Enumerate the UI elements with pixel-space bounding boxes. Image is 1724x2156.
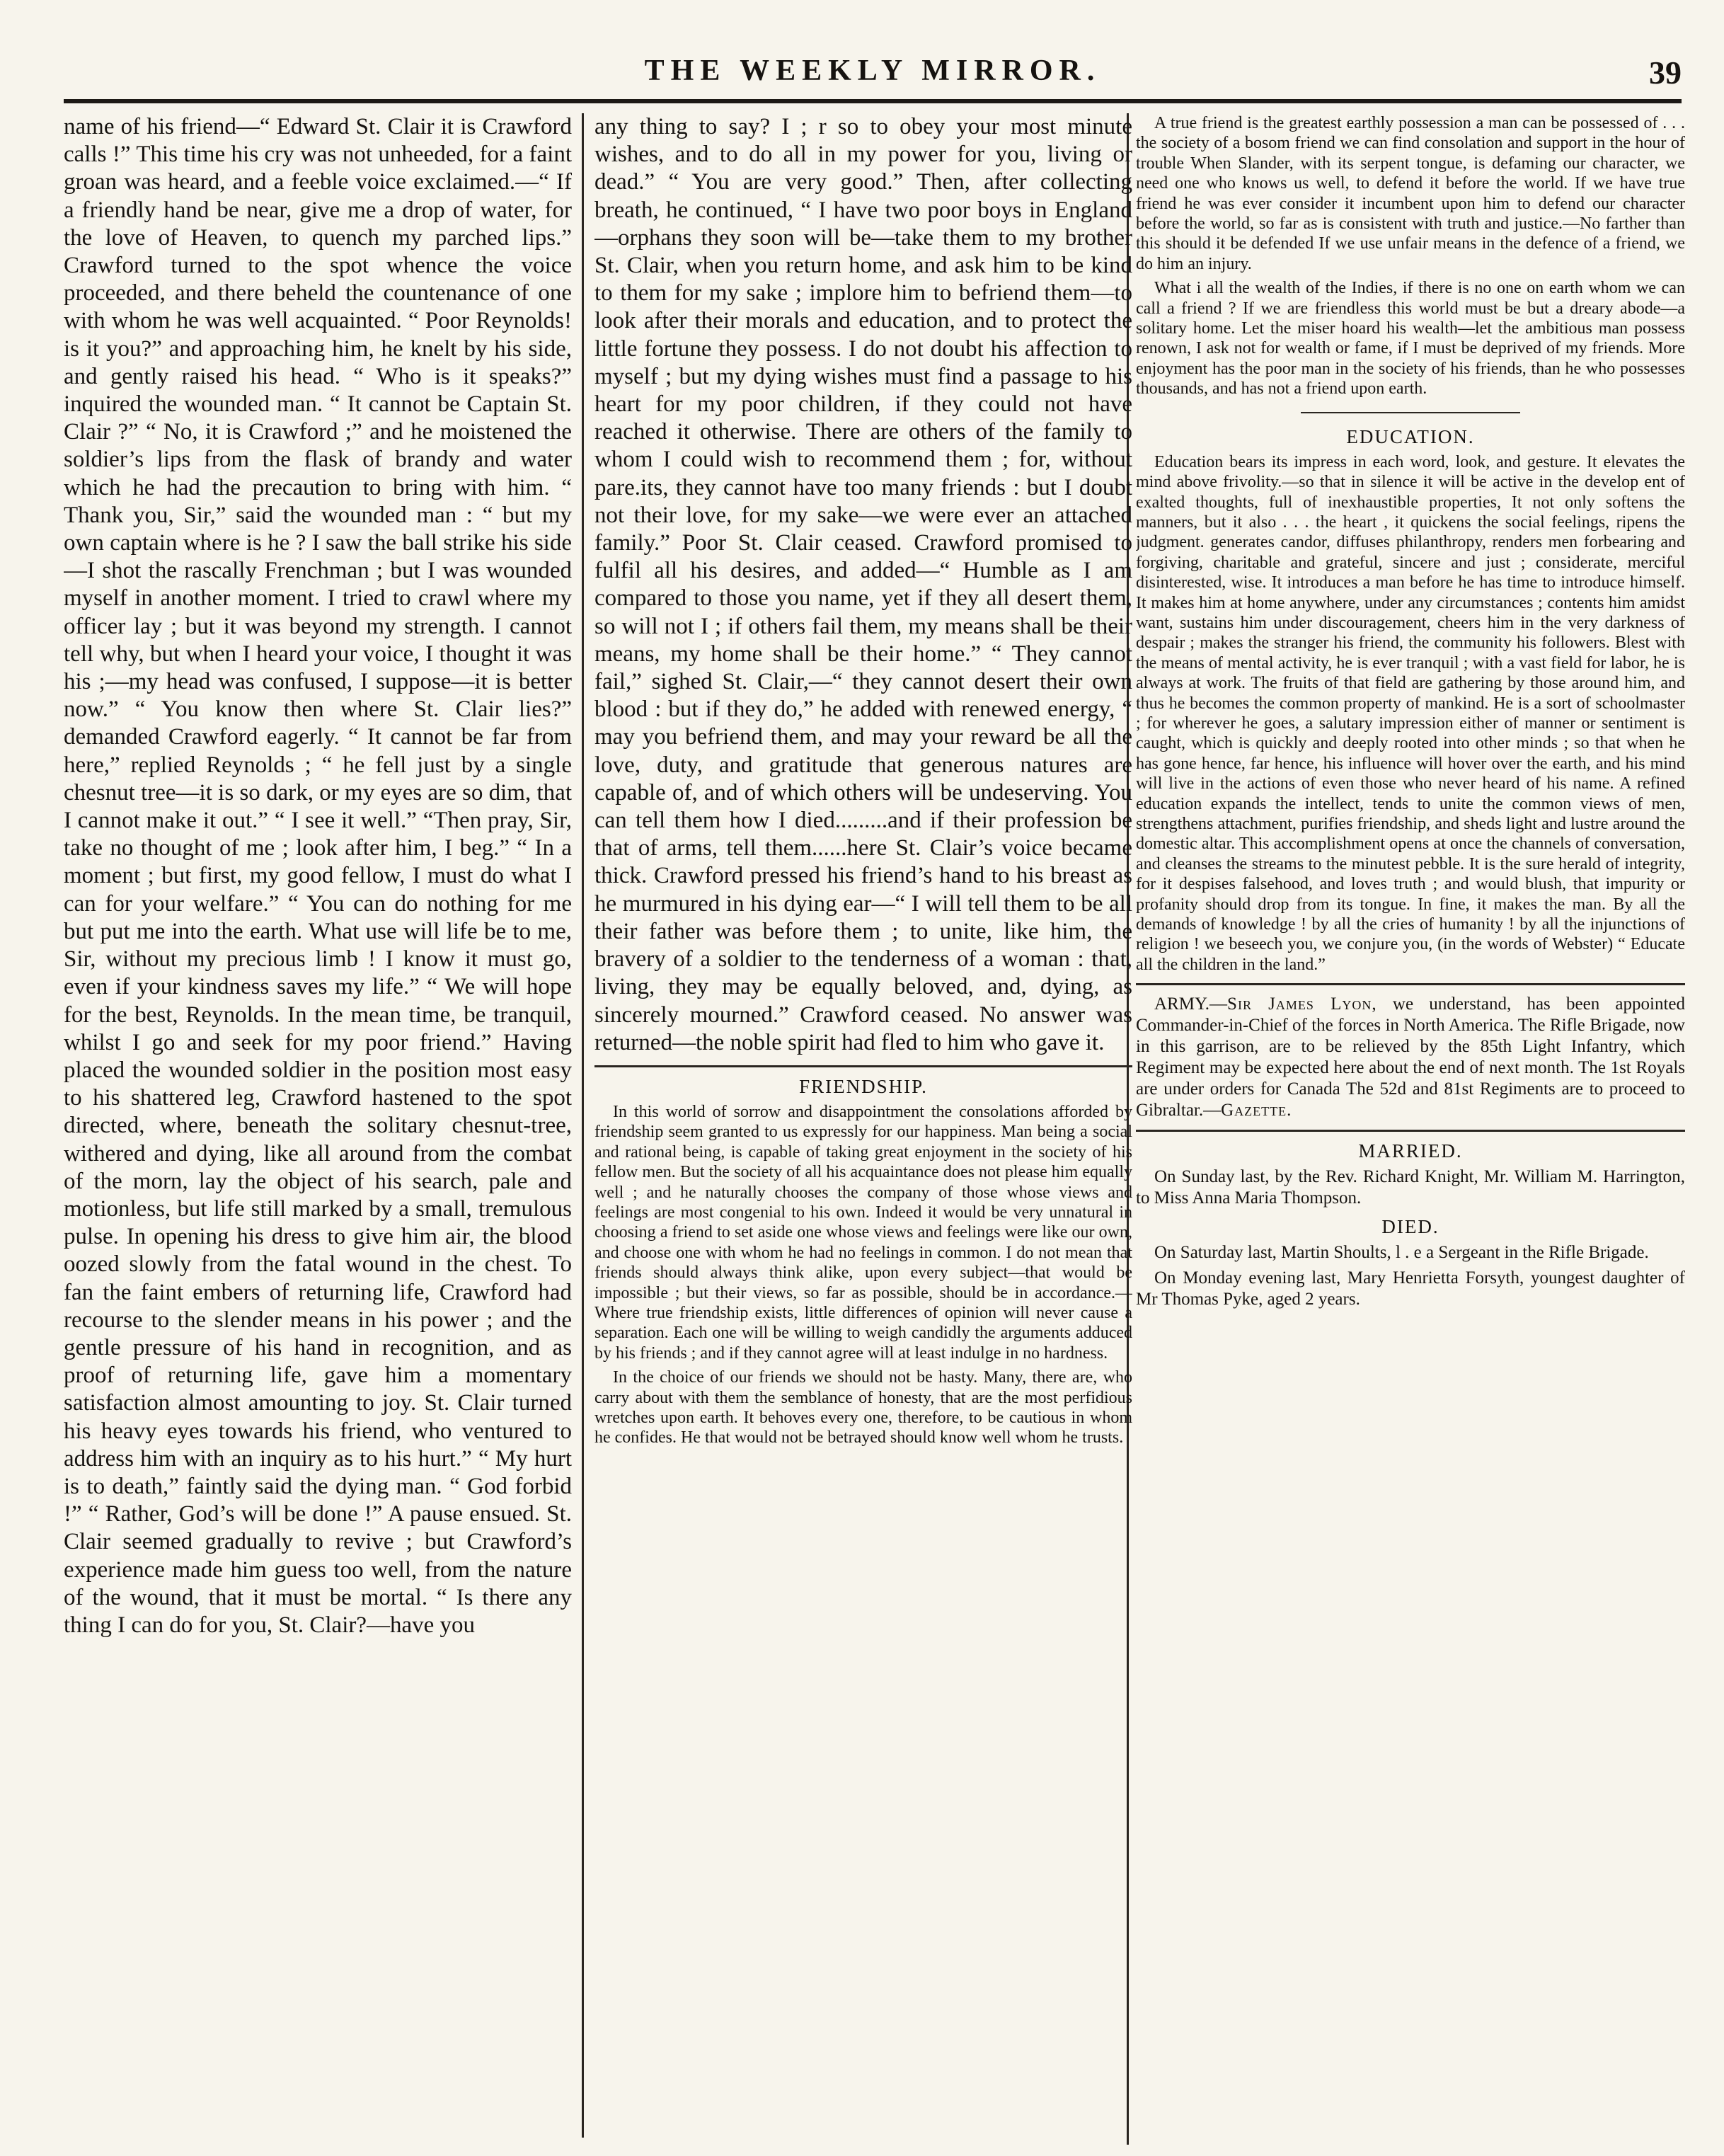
friendship-continued-paragraph-2: What i all the wealth of the Indies, if there is no one on earth whom we can call a friend ? If we are friendless this world must be but a dreary abode—a solitary home. Let the miser hoard his wealth—let the ambitious man possess renown, I ask not for wealth or fame, if I must be deprived of my friends. More enjoyment has the poor man in the society of his friends, than he who possesses thousands, and has not a friend upon earth. [1136, 279, 1685, 398]
friendship-paragraph-2: In the choice of our friends we should not be hasty. Many, there are, who carry about with them the semblance of honesty, that are the most perfidious wretches upon earth. It behoves every one, therefore, to be cautious in whom he confides. He that would not be betrayed should know well whom he trusts. [594, 1368, 1132, 1447]
friendship-heading: FRIENDSHIP. [799, 1075, 928, 1097]
died-notice-1: On Saturday last, Martin Shoults, l . e a Sergeant in the Rifle Brigade. [1154, 1243, 1649, 1263]
army-source: Gazette. [1221, 1101, 1292, 1120]
army-notice: ARMY.—Sir James Lyon, we understand, has been appointed Commander-in-Chief of the forces in North America. The Rifle Brigade, now in this garrison, are to be relieved by the 85th Light Infantry, which Regiment may be expected here about the end of next month. The 1st Royals are under orders for Canada The 52d and 81st Regiments are to proceed to Gibraltar.—Gazette. [1136, 994, 1685, 1120]
running-title: THE WEEKLY MIRROR. [644, 55, 1101, 87]
section-divider [1136, 1130, 1685, 1132]
story-continuation: name of his friend—“ Edward St. Clair it is Crawford calls !” This time his cry was not unheeded, for a faint groan was heard, and a feeble voice exclaimed.—“ If a friendly hand be near, give me a drop of water, for the love of Heaven, to quench my parched lips.” Crawford turned to the spot whence the voice proceeded, and there beheld the countenance of one with whom he was well acquainted. “ Poor Reynolds! is it you?” and approaching him, he knelt by his side, and gently raised his head. “ Who is it speaks?” inquired the wounded man. “ It cannot be Captain St. Clair ?” “ No, it is Crawford ;” and he moistened the soldier’s lips from the flask of brandy and water which he had the precaution to bring with him. “ Thank you, Sir,” said the wounded man : “ but my own captain where is he ? I saw the ball strike his side—I shot the rascally Frenchman ; but I was wounded myself in another moment. I tried to crawl where my officer lay ; but it was beyond my strength. I cannot tell why, but when I heard your voice, I thought it was his ;—my head was confused, I suppose—it is better now.” “ You know then where St. Clair lies?” demanded Crawford eagerly. “ It cannot be far from here,” replied Reynolds ; “ he fell just by a single chesnut tree—it is so dark, or my eyes are so dim, that I cannot make it out.” “ I see it well.” “Then pray, Sir, take no thought of me ; look after him, I beg.” “ In a moment ; but first, my good fellow, I must do what I can for your welfare.” “ You can do nothing for me but put me into the earth. What use will life be to me, Sir, without my precious limb ! I know it must go, even if your kindness saves my life.” “ We will hope for the best, Reynolds. In the mean time, be tranquil, whilst I go and seek for my poor friend.” Having placed the wounded soldier in the position most easy to his shattered leg, Crawford hastened to the spot directed, where, beneath the solitary chesnut-tree, withered and dying, like all around from the combat of the morn, lay the object of his search, pale and motionless, but life still marked by a small, tremulous pulse. In opening his dress to give him air, the blood oozed slowly from the fatal wound in the chest. To fan the faint embers of returning life, Crawford had recourse to the slender means in his power ; and the gentle pressure of his hand in recognition, and as proof of returning life, gave him a momentary satisfaction almost amounting to joy. St. Clair turned his heavy eyes towards his friend, who ventured to address him with an inquiry as to his hurt.” “ My hurt is to death,” faintly said the dying man. “ God forbid !” “ Rather, God’s will be done !” A pause ensued. St. Clair seemed gradually to revive ; but Crawford’s experience made him guess too well, from the nature of the wound, that it must be mortal. “ Is there any thing I can do for you, St. Clair?—have you [64, 114, 572, 1638]
section-divider [1301, 412, 1520, 413]
story-conclusion: any thing to say? I ; r so to obey your most minute wishes, and to do all in my power for you, living or dead.” “ You are very good.” Then, after collecting breath, he continued, “ I have two poor boys in England—orphans they soon will be—take them to my brother St. Clair, when you return home, and ask him to be kind to them for my sake ; implore him to befriend them—to look after their morals and education, and to protect the little fortune they possess. I do not doubt his affection to myself ; but my dying wishes must find a passage to his heart for my poor children, if they could not have reached it otherwise. There are others of the family to whom I could wish to recommend them ; for, without pare.its, they cannot have too many friends : but I doubt not their love, for my sake—we were ever an attached family.” Poor St. Clair ceased. Crawford promised to fulfil all his desires, and added—“ Humble as I am compared to those you name, yet if they all desert them, so will not I ; if others fail them, my means shall be their means, my home shall be their home.” “ They cannot fail,” sighed St. Clair,—“ they cannot desert their own blood : but if they do,” he added with renewed energy, “ may you befriend them, and may your reward be all the love, duty, and gratitude that generous natures are capable of, and of which others will be undeserving. You can tell them how I died.........and if their profession be that of arms, tell them......here St. Clair’s voice became thick. Crawford pressed his friend’s hand to his breast as he murmured in his dying ear—“ I will tell them to be all their father was before them ; to unite, like him, the bravery of a soldier to the tenderness of a woman : that, living, they may be equally beloved, and, dying, as sincerely mourned.” Crawford ceased. No answer was returned—the noble spirit had fled to him who gave it. [594, 114, 1132, 1055]
army-text: we understand, has been appointed Commander-in-Chief of the forces in North America. The Rifle Brigade, now in this garrison, are to be relieved by the 85th Light Infantry, which Regiment may be expected here about the end of next month. The 1st Royals are under orders for Canada The 52d and 81st Regiments are to proceed to Gibraltar.— [1136, 994, 1685, 1120]
column-rule-left [582, 113, 584, 2138]
masthead [64, 50, 1682, 103]
education-paragraph: Education bears its impress in each word, look, and gesture. It elevates the mind above frivolity.—so that in silence it will be active in the develop ent of exalted thoughts, full of inexhaustible properties, It not only softens the manners, but it also . . . the heart , it quickens the social feelings, ripens the judgment. generates candor, diffuses philanthropy, renders men forbearing and forgiving, charitable and grateful, sincere and just ; considerate, merciful disinterested, wise. It introduces a man before he has time to introduce himself. It makes him at home anywhere, under any circumstances ; contents him amidst want, sustains him under discouragement, cheers him in the very darkness of despair ; makes the stranger his friend, the community his followers. Blest with the means of mental activity, he is ever tranquil ; with a vast field for labor, he is always at work. The fruits of that field are gathering by those around him, and thus he becomes the common property of mankind. He is a sort of schoolmaster ; for wherever he goes, a salutary impression either of manner or sentiment is caught, which is quickly and deeply rooted into other minds ; so that when he has gone hence, far hence, his influence will hover over the earth, and his mind will live in the actions of even those who never heard of his name. A refined education expands the intellect, tends to unite the common views of men, strengthens attachment, purifies friendship, and sheds light and lustre around the domestic altar. This accomplishment opens at once the channels of conversation, and cleanses the streams to the minutest pebble. It is the sure herald of integrity, for it despises falsehood, and loves truth ; and would blush, that impurity or profanity should drop from its tongue. In fine, it makes the man. By all the demands of knowledge ! by all the cries of humanity ! by all the injunctions of religion ! we beseech you, we conjure you, (in the words of Webster) “ Educate all the children in the land.” [1136, 452, 1685, 974]
column-1 [64, 113, 572, 2109]
section-divider [1136, 983, 1685, 985]
married-heading: MARRIED. [1358, 1140, 1463, 1162]
section-divider [594, 1065, 1132, 1067]
column-2 [594, 113, 1132, 2109]
died-heading: DIED. [1381, 1216, 1439, 1238]
friendship-paragraph-1: In this world of sorrow and disappointment the consolations afforded by friendship seem granted to us expressly for our happiness. Man being a social and rational being, is capable of taking great enjoyment in the society of his fellow men. But the society of all his acquaintance does not please him equally well ; and he naturally chooses the company of those whose views and feelings are most congenial to his own. Indeed it would be very unnatural in choosing a friend to set aside one whose views and feelings were like our own, and choose one with whom he had no feelings in common. I do not mean that friends should always think alike, upon every subject—that would be impossible ; but their views, so far as possible, should be in accordance.—Where true friendship exists, little differences of opinion will never cause a separation. Each one will be willing to weigh candidly the arguments adduced by his friends ; and if they cannot agree will at least indulge in no hardness. [594, 1102, 1132, 1363]
army-name: Sir James Lyon, [1227, 994, 1377, 1014]
army-lead: ARMY. [1154, 994, 1210, 1014]
died-notice-2: On Monday evening last, Mary Henrietta Forsyth, youngest daughter of Mr Thomas Pyke, aged 2 years. [1136, 1268, 1685, 1309]
married-notice: On Sunday last, by the Rev. Richard Knight, Mr. William M. Harrington, to Miss Anna Maria Thompson. [1136, 1167, 1685, 1208]
page-number: 39 [1649, 55, 1682, 91]
column-3 [1136, 113, 1685, 2116]
education-heading: EDUCATION. [1346, 425, 1475, 447]
friendship-continued-paragraph-1: A true friend is the greatest earthly possession a man can be possessed of . . . the society of a bosom friend we can find consolation and support in the hour of trouble When Slander, with its serpent tongue, is defaming our character, we need one who knows us well, to defend it before the world. If we have true friend he was ever consider it incumbent upon him to defend our character before the world, so far as is consistent with truth and justice.—No farther than this should it be defended If we use unfair means in the defence of a friend, we do him an injury. [1136, 114, 1685, 273]
